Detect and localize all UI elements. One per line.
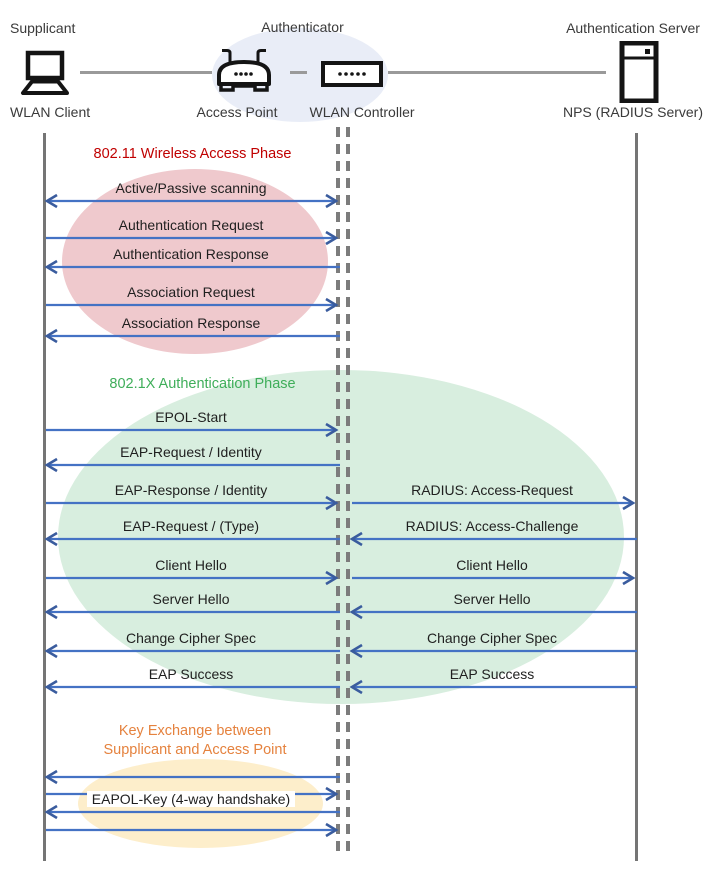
message-label (31, 518, 351, 534)
message-label-text: Client Hello (456, 557, 528, 573)
message-label (31, 482, 351, 498)
phase-title-80211-wireless-access: 802.11 Wireless Access Phase (93, 146, 292, 162)
message-label (31, 315, 351, 331)
message-label-text: Authentication Request (118, 217, 264, 233)
message-label (31, 444, 351, 460)
message-label (31, 557, 351, 573)
message-label-text: EAP-Request / (Type) (122, 518, 260, 534)
role-label-supplicant: Supplicant (10, 20, 76, 36)
message-label-text: Change Cipher Spec (427, 630, 557, 646)
message-label-text: EAPOL-Key (4-way handshake) (87, 791, 295, 807)
message-label (31, 791, 351, 807)
node-label-access-point: Access Point (196, 104, 278, 120)
message-label (31, 180, 351, 196)
message-label (31, 630, 351, 646)
message-label-text: EAP-Response / Identity (114, 482, 268, 498)
message-label-text: Authentication Response (113, 246, 269, 262)
message-label-text: Server Hello (152, 591, 230, 607)
message-label (31, 666, 351, 682)
message-label (31, 591, 351, 607)
message-label (332, 591, 652, 607)
message-label-text: EAP-Request / Identity (120, 444, 262, 460)
message-label-text: RADIUS: Access-Challenge (405, 518, 579, 534)
message-label (31, 246, 351, 262)
message-label-text: Change Cipher Spec (126, 630, 256, 646)
message-label (31, 284, 351, 300)
message-label-text: EPOL-Start (155, 409, 227, 425)
phase-title-key-exchange-line1: Key Exchange between (118, 723, 272, 739)
message-label (332, 557, 652, 573)
message-label-text: EAP Success (449, 666, 535, 682)
message-label (332, 666, 652, 682)
message-label (332, 518, 652, 534)
message-label-text: RADIUS: Access-Request (411, 482, 573, 498)
message-label (332, 482, 652, 498)
message-label-text: EAP Success (148, 666, 234, 682)
role-label-authentication-server: Authentication Server (566, 20, 700, 36)
role-label-authenticator: Authenticator (261, 19, 344, 35)
message-label-text: Client Hello (155, 557, 227, 573)
node-label-wlan-controller: WLAN Controller (309, 104, 415, 120)
message-label (332, 630, 652, 646)
node-label-wlan-client: WLAN Client (10, 104, 91, 120)
message-label-text: Server Hello (453, 591, 531, 607)
message-label-text: Association Request (127, 284, 255, 300)
phase-title-8021x-authentication: 802.1X Authentication Phase (109, 376, 296, 392)
message-label (31, 217, 351, 233)
message-label (31, 409, 351, 425)
phase-title-key-exchange-line2: Supplicant and Access Point (103, 742, 287, 758)
message-label-text: Association Response (121, 315, 261, 331)
node-label-nps: NPS (RADIUS Server) (562, 104, 704, 120)
message-label-text: Active/Passive scanning (115, 180, 267, 196)
